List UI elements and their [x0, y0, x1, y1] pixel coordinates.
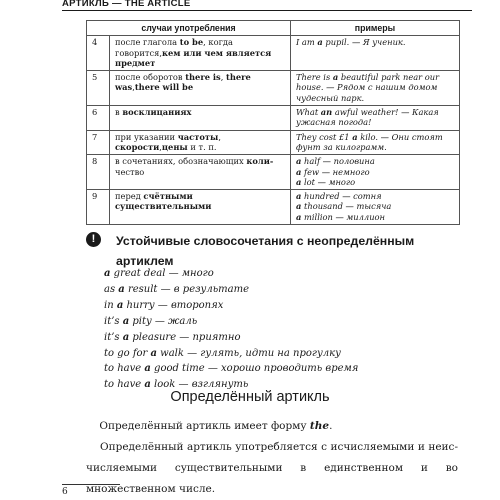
- header-divider: [62, 10, 472, 11]
- article-word: a: [296, 201, 302, 212]
- article-word: an: [320, 107, 333, 118]
- table-row: [87, 155, 460, 190]
- phrase-text: good time — хорошо проводить время: [150, 363, 359, 375]
- table-row: [87, 130, 460, 155]
- exclamation-icon: !: [86, 232, 101, 247]
- usage-case: [110, 36, 291, 71]
- phrase-text: pleasure — приятно: [129, 331, 241, 343]
- example-text: чудесный парк.: [296, 92, 365, 103]
- article-word: a: [317, 37, 323, 48]
- page-number: 6: [62, 487, 68, 497]
- article-word: a: [150, 347, 157, 359]
- article-word: a: [118, 283, 125, 295]
- column-header-usage: случаи употребления: [87, 21, 291, 36]
- usage-keyword: кем или чем является предмет: [115, 47, 272, 68]
- usage-text: ,: [159, 141, 162, 152]
- usage-keyword: there will be: [134, 82, 194, 93]
- usage-case: [110, 71, 291, 106]
- usage-keyword: to be: [179, 37, 204, 48]
- usage-text: перед: [115, 191, 144, 202]
- running-head: АРТИКЛЬ — THE ARTICLE: [62, 0, 191, 9]
- usage-text: и т. п.: [187, 141, 217, 152]
- example-text: pupil. — Я ученик.: [322, 37, 406, 48]
- phrase-item: [104, 346, 358, 362]
- example-line: [296, 107, 454, 117]
- paragraph-1-text: Определённый артикль имеет форму: [99, 420, 310, 432]
- phrase-text: in: [104, 299, 117, 311]
- usage-case: [110, 130, 291, 155]
- phrase-text: to have: [104, 379, 145, 391]
- example-line: [296, 82, 454, 92]
- phrase-text: result — в результате: [124, 283, 250, 295]
- example-line: [296, 191, 454, 201]
- example-line: [296, 37, 454, 47]
- article-word: a: [104, 268, 111, 279]
- phrase-text: look — взглянуть: [150, 379, 249, 391]
- usage-text: ,: [218, 131, 222, 142]
- example-line: [296, 177, 454, 187]
- row-number: 8: [87, 155, 110, 190]
- example-text: beautiful park near our: [338, 72, 440, 83]
- phrase-item: [104, 266, 358, 282]
- phrase-text: pity — жаль: [129, 315, 198, 327]
- usage-keyword: частоты: [177, 131, 219, 142]
- article-word: a: [122, 331, 130, 343]
- note-title-line-1: Устойчивые словосочетания с неопределённым: [116, 234, 415, 248]
- usage-case: [110, 155, 291, 190]
- phrase-item: [104, 282, 358, 298]
- article-word: a: [296, 191, 302, 202]
- article-word: a: [352, 131, 358, 142]
- phrase-text: great deal — много: [110, 268, 214, 279]
- example-line: [296, 212, 454, 222]
- table-row: [87, 71, 460, 106]
- example-text: hundred — сотня: [301, 191, 382, 202]
- note-title: [116, 231, 436, 271]
- usage-text: в сочетаниях, обозначающих: [115, 156, 247, 167]
- example-text: lot — много: [301, 176, 356, 187]
- example-line: [296, 117, 454, 127]
- table-row: [87, 36, 460, 71]
- example-text: What: [296, 107, 321, 118]
- paragraph-2: [86, 437, 458, 500]
- example-text: There is: [296, 72, 333, 83]
- paragraph-2-text: Определённый артикль употребляется с исчисляемыми и неис-числяемыми существительными в единственном и во множественном числе.: [86, 441, 458, 495]
- section-title: Определённый артикль: [170, 389, 330, 405]
- phrase-item: [104, 330, 358, 346]
- phrase-list: [104, 266, 358, 393]
- example-text: kilo. — Они стоят: [357, 131, 443, 142]
- phrase-item: [104, 361, 358, 377]
- example-text: house. — Рядом с нашим домом: [296, 82, 438, 93]
- row-number: 4: [87, 36, 110, 71]
- example-text: awful weather! — Какая: [332, 107, 439, 118]
- example-line: [296, 132, 454, 142]
- usage-keyword: скорости: [115, 141, 160, 152]
- example-text: few — немного: [301, 166, 370, 177]
- usage-table: [86, 20, 460, 225]
- table-body: [87, 36, 460, 225]
- example-cell: [291, 130, 460, 155]
- phrase-text: it’s: [104, 331, 123, 343]
- example-line: [296, 167, 454, 177]
- article-word: a: [296, 176, 302, 187]
- example-cell: [291, 155, 460, 190]
- usage-text: ,: [132, 82, 135, 93]
- usage-text: после оборотов: [115, 72, 186, 83]
- phrase-item: [104, 298, 358, 314]
- article-word: a: [144, 379, 151, 391]
- example-text: million — миллион: [301, 211, 386, 222]
- footer-divider: [62, 484, 120, 485]
- row-number: 6: [87, 106, 110, 131]
- usage-keyword: счётными существительными: [115, 191, 212, 212]
- usage-keyword: восклицаниях: [122, 107, 192, 118]
- article-word: a: [116, 299, 124, 311]
- table-row: [87, 190, 460, 225]
- example-line: [296, 72, 454, 82]
- table-header-row: [87, 21, 460, 36]
- table-row: [87, 106, 460, 131]
- example-cell: [291, 190, 460, 225]
- example-text: фунт за килограмм.: [296, 141, 387, 152]
- row-number: 5: [87, 71, 110, 106]
- term-the: the: [309, 420, 330, 432]
- usage-text: при указании: [115, 131, 178, 142]
- phrase-text: as: [104, 283, 119, 295]
- example-cell: [291, 36, 460, 71]
- usage-text: после глаголa: [115, 37, 180, 48]
- row-number: 9: [87, 190, 110, 225]
- usage-text: ,: [220, 72, 226, 83]
- article-word: a: [296, 211, 302, 222]
- example-text: half — половина: [301, 156, 375, 167]
- example-line: [296, 93, 454, 103]
- column-header-examples: примеры: [291, 21, 460, 36]
- usage-case: [110, 106, 291, 131]
- usage-case: [110, 190, 291, 225]
- example-cell: [291, 106, 460, 131]
- article-word: a: [296, 156, 302, 167]
- article-word: a: [122, 315, 130, 327]
- note-title-line-2: артиклем: [116, 254, 174, 268]
- phrase-text: to go for: [104, 347, 151, 359]
- usage-keyword: there is: [185, 72, 221, 83]
- example-line: [296, 201, 454, 211]
- article-word: a: [144, 363, 151, 375]
- example-text: thousand — тысяча: [301, 201, 392, 212]
- example-text: I am: [296, 37, 318, 48]
- phrase-item: [104, 314, 358, 330]
- usage-text: чество: [115, 166, 145, 177]
- article-word: a: [332, 72, 339, 83]
- example-text: They cost £1: [296, 131, 353, 142]
- usage-keyword: цены: [161, 141, 188, 152]
- phrase-text: to have: [104, 363, 145, 375]
- usage-keyword: there was: [115, 72, 251, 93]
- row-number: 7: [87, 130, 110, 155]
- usage-text: , когда говорится,: [115, 37, 233, 58]
- usage-text: в: [115, 107, 123, 118]
- example-cell: [291, 71, 460, 106]
- example-line: [296, 156, 454, 166]
- phrase-text: hurry — второпях: [123, 299, 224, 311]
- paragraph-1-end: .: [329, 420, 333, 432]
- usage-keyword: коли-: [246, 156, 274, 167]
- example-line: [296, 142, 454, 152]
- example-text: ужасная погода!: [296, 117, 372, 128]
- paragraph-1: [86, 416, 458, 437]
- phrase-text: walk — гулять, идти на прогулку: [156, 347, 341, 359]
- phrase-text: it’s: [104, 315, 123, 327]
- article-word: a: [296, 166, 302, 177]
